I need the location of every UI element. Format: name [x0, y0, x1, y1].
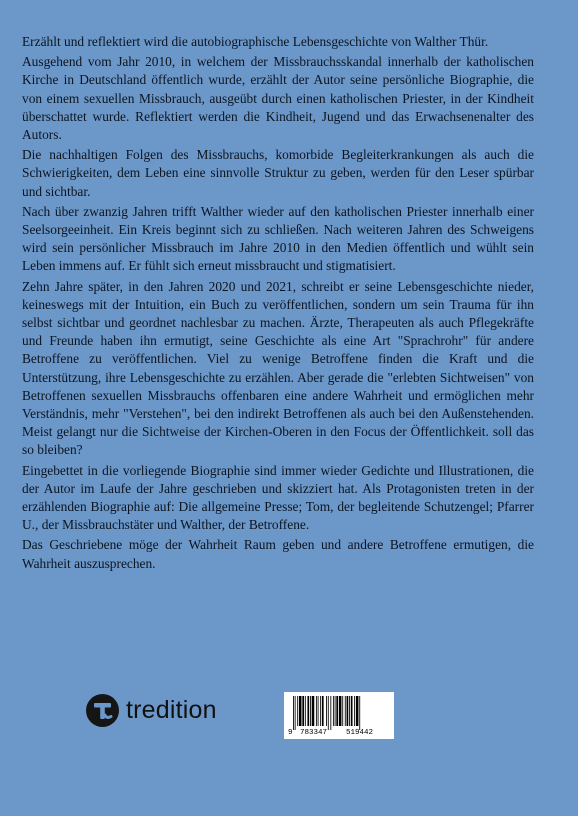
barcode-bar	[316, 696, 317, 726]
barcode-bar	[297, 696, 298, 726]
barcode-bar	[359, 696, 360, 730]
blurb-paragraph: Ausgehend vom Jahr 2010, in welchem der Missbrauchsskandal innerhalb der katholischen Kirche in Deutschland öffentlich wurde, erzählt der Autor seine persönliche Biographie, die von einem sexuellen Missbrauch, ausgeübt durch einen katholischen Priester, in der Kindheit überschattet wurde. Reflektiert werden die Kindheit, Jugend und das Erwachsenenalter des Autors.	[22, 54, 534, 143]
barcode-bar	[305, 696, 306, 726]
barcode-bar	[356, 696, 359, 726]
barcode-bar	[322, 696, 324, 726]
barcode-bar	[310, 696, 311, 726]
barcode-bar	[349, 696, 350, 726]
barcode-bar	[328, 696, 329, 730]
barcode-bar	[320, 696, 321, 726]
barcode-bar	[354, 696, 355, 726]
isbn-barcode	[284, 692, 394, 739]
barcode-bar	[293, 696, 294, 730]
barcode-bar	[347, 696, 349, 726]
publisher-name: tredition	[126, 696, 217, 724]
barcode-digit-group-1: 783347	[300, 729, 328, 737]
publisher-logo	[86, 694, 217, 727]
barcode-bar	[339, 696, 342, 726]
barcode-bar	[326, 696, 327, 726]
barcode-bar	[312, 696, 315, 726]
barcode-bar	[342, 696, 343, 726]
barcode-bar	[351, 696, 353, 726]
barcode-bar	[336, 696, 338, 726]
barcode-bar	[318, 696, 319, 726]
barcode-digit-group-2: 519442	[346, 729, 374, 737]
tredition-logo-icon	[86, 694, 119, 727]
barcode-bar	[330, 696, 331, 730]
blurb-paragraph: Eingebettet in die vorliegende Biographie sind immer wieder Gedichte und Illustrationen, die der Autor im Laufe der Jahre geschrieben und skizziert hat. Als Protagonisten treten in der erzählenden Biographie auf: Die allgemeine Presse; Tom, der begleitende Schutzengel; Pfarrer U., der Missbrauchstäter und Walther, der Betroffene.	[22, 462, 534, 533]
barcode-bar	[302, 696, 304, 726]
blurb-paragraph: Nach über zwanzig Jahren trifft Walther wieder auf den katholischen Priester innerhalb einer Seelsorgeeinheit. Ein Kreis beginnt sich zu schließen. Nach weiteren Jahren des Schweigens wird sein persönlicher Missbrauch im Jahre 2010 in den Medien öffentlich und wühlt sein Leben immens auf. Er fühlt sich erneut missbraucht und stigmatisiert.	[22, 203, 534, 274]
blurb-paragraph: Das Geschriebene möge der Wahrheit Raum geben und andere Betroffene ermutigen, die Wahrheit auszusprechen.	[22, 537, 534, 571]
barcode-bar	[299, 696, 302, 726]
blurb-paragraph: Zehn Jahre später, in den Jahren 2020 und 2021, schreibt er seine Lebensgeschichte nieder, keineswegs mit der Intuition, ein Buch zu veröffentlichen, sondern um sein Trauma für ihn selbst sichtbar und geordnet nachlesbar zu machen. Ärzte, Therapeuten als auch Pflegekräfte und Freunde haben ihn ermutigt, seine Geschichte als eine Art "Sprachrohr" für andere Betroffene zu veröffentlichen. Viel zu wenige Betroffene finden die Kraft und die Unterstützung, ihre Lebensgeschichte zu erzählen. Aber gerade die "erlebten Sichtweisen" von Betroffenen sexuellen Missbrauchs offenbaren eine andere Wahrheit und ermöglichen mehr Verständnis, mehr "Verstehen", bei den indirekt Betroffenen als auch bei den Außenstehenden. Meist gelangt nur die Sichtweise der Kirchen-Oberen in den Focus der Öffentlichkeit. soll das so bleiben?	[22, 278, 534, 458]
barcode-bar	[295, 696, 296, 730]
barcode-bar	[345, 696, 346, 726]
blurb-paragraph: Erzählt und reflektiert wird die autobiographische Lebensgeschichte von Walther Thür.	[22, 34, 489, 49]
barcode-bar	[307, 696, 309, 726]
book-blurb	[22, 33, 534, 575]
barcode-bar	[333, 696, 334, 726]
blurb-paragraph: Die nachhaltigen Folgen des Missbrauchs, komorbide Begleiterkrankungen als auch die Schwierigkeiten, dem Leben eine sinnvolle Struktur zu geben, werden für den Leser spürbar und sichtbar.	[22, 147, 534, 199]
barcode-digit-prefix: 9	[288, 729, 293, 737]
barcode-bar	[335, 696, 336, 726]
